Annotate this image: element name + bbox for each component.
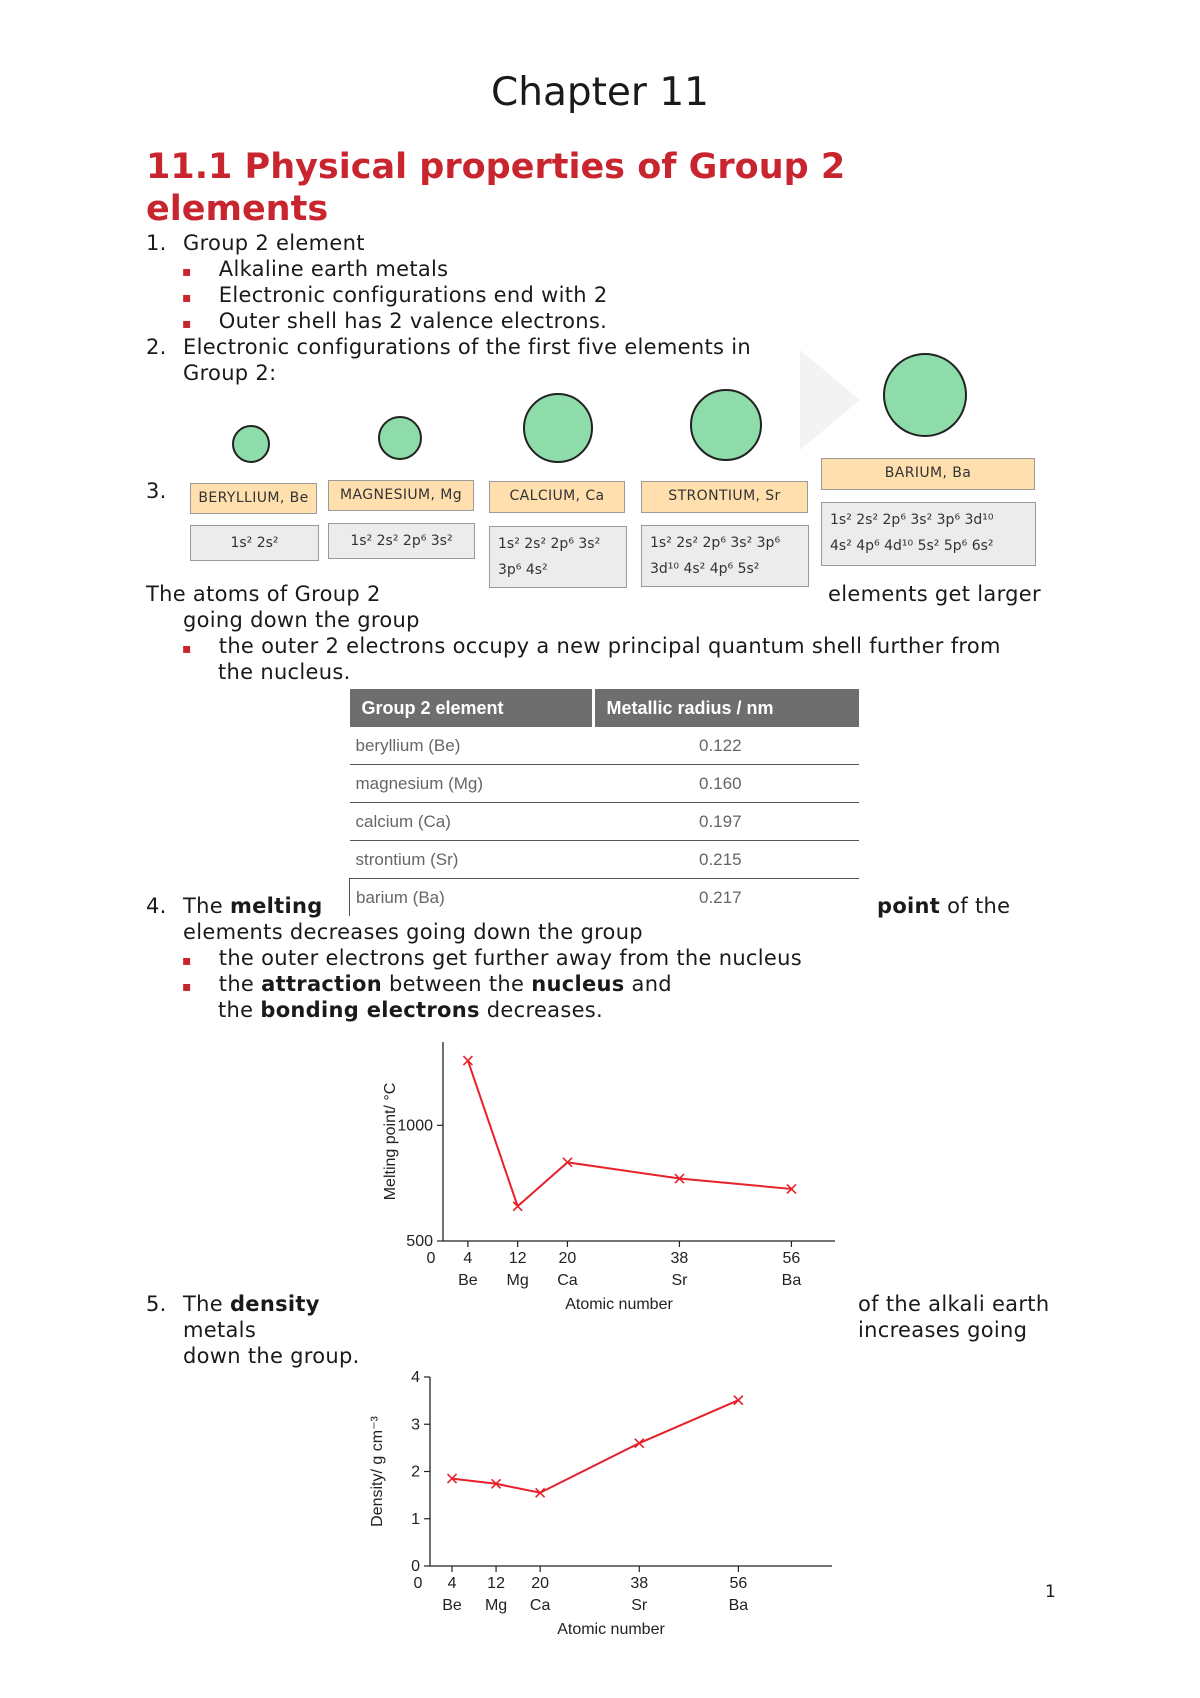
list-item-4 bbox=[146, 893, 323, 919]
table-cell: 0.197 bbox=[593, 803, 859, 841]
x-symbol-label: Ba bbox=[728, 1597, 749, 1614]
b2-l2-pre: the bbox=[218, 998, 254, 1022]
y-tick-label: 500 bbox=[406, 1233, 433, 1250]
table-cell: magnesium (Mg) bbox=[350, 765, 594, 803]
series-line bbox=[452, 1400, 738, 1493]
y-tick-label: 1 bbox=[411, 1510, 420, 1528]
y-tick-label: 2 bbox=[411, 1463, 420, 1481]
x-tick-label: 38 bbox=[630, 1575, 649, 1592]
chapter-title: Chapter 11 bbox=[491, 70, 709, 115]
table-cell: 0.215 bbox=[593, 841, 859, 879]
table-row bbox=[350, 765, 860, 803]
list-number: 5. bbox=[146, 1292, 167, 1316]
item5-line3: down the group. bbox=[183, 1344, 360, 1368]
atom-size-diagram bbox=[0, 0, 1200, 600]
element-name-ba: BARIUM, Ba bbox=[821, 458, 1035, 490]
x-axis-title: Atomic number bbox=[557, 1621, 665, 1638]
x-origin-label: 0 bbox=[426, 1250, 436, 1267]
x-origin-label: 0 bbox=[413, 1575, 423, 1592]
bullet-text: Outer shell has 2 valence electrons. bbox=[218, 309, 608, 333]
item4-post: of the bbox=[947, 894, 1011, 918]
y-tick-label: 4 bbox=[411, 1369, 420, 1386]
x-tick-label: 56 bbox=[782, 1250, 801, 1267]
item4-bold-point: point bbox=[877, 894, 941, 918]
b2-mid: between the bbox=[388, 972, 525, 996]
config-line: 4s² 4p⁶ 4d¹⁰ 5s² 5p⁶ 6s² bbox=[830, 538, 994, 554]
bullet-text-cont: the nucleus. bbox=[218, 660, 351, 684]
metallic-radius-table bbox=[349, 689, 859, 916]
table-row bbox=[350, 727, 860, 765]
atom-circle-sr bbox=[690, 389, 762, 461]
item5-pre-text: The bbox=[183, 1292, 223, 1316]
item3-text-left: The atoms of Group 2 bbox=[146, 582, 381, 606]
atom-circle-mg bbox=[378, 416, 422, 460]
x-symbol-label: Ca bbox=[529, 1597, 551, 1614]
y-tick-label: 1000 bbox=[397, 1117, 433, 1135]
bullet-text: Alkaline earth metals bbox=[218, 257, 449, 281]
config-box-ba bbox=[821, 502, 1036, 566]
x-tick-label: 20 bbox=[531, 1575, 550, 1592]
config-line: 1s² 2s² 2p⁶ 3s² 3p⁶ bbox=[650, 535, 781, 551]
b2-post: and bbox=[631, 972, 672, 996]
x-symbol-label: Sr bbox=[671, 1272, 688, 1289]
item5-right: of the alkali earth bbox=[858, 1292, 1050, 1316]
list-item-text: Group 2 element bbox=[183, 231, 365, 255]
x-tick-label: 20 bbox=[558, 1250, 577, 1267]
config-line: 1s² 2s² 2p⁶ 3s² bbox=[350, 533, 453, 549]
x-symbol-label: Ca bbox=[557, 1272, 578, 1289]
atom-circle-ca bbox=[523, 393, 593, 463]
atom-circle-be bbox=[232, 425, 270, 463]
table-cell: strontium (Sr) bbox=[350, 841, 594, 879]
table-row bbox=[350, 879, 860, 917]
x-tick-label: 4 bbox=[447, 1575, 457, 1592]
table-cell: beryllium (Be) bbox=[350, 727, 594, 765]
config-line: 1s² 2s² 2p⁶ 3s² 3p⁶ 3d¹⁰ bbox=[830, 512, 994, 528]
bullet-text: Electronic configurations end with 2 bbox=[218, 283, 608, 307]
list-item-5 bbox=[146, 1291, 320, 1317]
table-row bbox=[350, 803, 860, 841]
list-item-text-cont: Group 2: bbox=[183, 361, 277, 385]
table-cell: calcium (Ca) bbox=[350, 803, 594, 841]
element-name-ca: CALCIUM, Ca bbox=[489, 481, 625, 513]
item3-text-cont: going down the group bbox=[183, 608, 420, 632]
section-title-line2: elements bbox=[146, 189, 329, 229]
item5-bold-density: density bbox=[229, 1292, 320, 1316]
bullet-text: the outer electrons get further away from the nucleus bbox=[218, 946, 802, 970]
element-name-mg: MAGNESIUM, Mg bbox=[328, 480, 474, 511]
bullet-marker: ▪ bbox=[182, 953, 192, 969]
table-cell: barium (Ba) bbox=[350, 879, 594, 917]
bullet-marker: ▪ bbox=[182, 979, 192, 995]
item5-line2-left: metals bbox=[183, 1318, 257, 1342]
b2-l2-bold: bonding electrons bbox=[260, 998, 480, 1022]
b2-bold-nucleus: nucleus bbox=[531, 972, 625, 996]
item5-line2-right: increases going bbox=[858, 1318, 1028, 1342]
bullet-text: the outer 2 electrons occupy a new principal quantum shell further from bbox=[218, 634, 1001, 658]
y-axis-title: Density/ g cm⁻³ bbox=[369, 1416, 386, 1527]
element-name-be: BERYLLIUM, Be bbox=[190, 483, 317, 514]
config-box-be bbox=[190, 525, 319, 561]
bullet-text-cont bbox=[218, 997, 603, 1023]
bullet-text bbox=[219, 972, 672, 996]
data-point bbox=[513, 1202, 522, 1211]
table-cell: 0.217 bbox=[699, 887, 742, 907]
x-tick-label: 12 bbox=[508, 1250, 527, 1267]
bullet-item bbox=[182, 945, 802, 974]
list-number: 4. bbox=[146, 894, 167, 918]
data-point bbox=[734, 1396, 743, 1405]
x-tick-label: 12 bbox=[487, 1575, 505, 1592]
config-box-mg bbox=[328, 523, 475, 559]
item4-pre bbox=[183, 893, 323, 919]
bullet-item bbox=[182, 633, 1001, 662]
y-axis-title: Melting point/ °C bbox=[382, 1082, 399, 1201]
x-axis-title: Atomic number bbox=[565, 1296, 673, 1313]
atom-circle-ba bbox=[883, 353, 967, 437]
x-symbol-label: Ba bbox=[781, 1272, 802, 1289]
data-point bbox=[635, 1439, 644, 1448]
y-tick-label: 3 bbox=[411, 1416, 420, 1434]
item3-text-right: elements get larger bbox=[828, 582, 1041, 606]
x-symbol-label: Mg bbox=[506, 1272, 529, 1289]
item4-right bbox=[877, 893, 1010, 919]
x-symbol-label: Be bbox=[442, 1597, 462, 1614]
y-tick-label: 0 bbox=[411, 1558, 420, 1575]
density-chart bbox=[360, 1360, 840, 1650]
melting-point-chart bbox=[360, 1030, 840, 1313]
item4-pre-text: The bbox=[183, 894, 223, 918]
series-line bbox=[468, 1061, 792, 1207]
list-item-text: Electronic configurations of the first five elements in bbox=[183, 335, 751, 359]
page-number: 1 bbox=[1045, 1582, 1056, 1602]
item4-text-cont: elements decreases going down the group bbox=[183, 920, 643, 944]
b2-bold-attraction: attraction bbox=[261, 972, 382, 996]
config-box-sr bbox=[641, 525, 809, 587]
item4-bold-melting: melting bbox=[229, 894, 323, 918]
bullet-marker: ▪ bbox=[182, 264, 192, 280]
table-header-row bbox=[350, 689, 860, 727]
table-cell: 0.160 bbox=[593, 765, 859, 803]
bullet-marker: ▪ bbox=[182, 290, 192, 306]
table-header-cell: Group 2 element bbox=[350, 689, 594, 727]
b2-l2-post: decreases. bbox=[486, 998, 604, 1022]
x-symbol-label: Mg bbox=[484, 1597, 508, 1614]
config-box-ca bbox=[489, 526, 627, 588]
config-line: 3d¹⁰ 4s² 4p⁶ 5s² bbox=[650, 561, 760, 577]
table-header-cell: Metallic radius / nm bbox=[593, 689, 859, 727]
bullet-item bbox=[182, 971, 672, 1000]
list-number-3: 3. bbox=[146, 479, 167, 503]
list-number: 1. bbox=[146, 231, 167, 255]
x-tick-label: 38 bbox=[670, 1250, 689, 1267]
element-name-sr: STRONTIUM, Sr bbox=[641, 481, 808, 513]
section-title-line1: 11.1 Physical properties of Group 2 bbox=[146, 147, 846, 187]
config-line: 3p⁶ 4s² bbox=[498, 562, 548, 578]
x-tick-label: 4 bbox=[463, 1250, 473, 1267]
config-line: 1s² 2s² bbox=[230, 535, 279, 551]
x-symbol-label: Be bbox=[458, 1272, 478, 1289]
table-cell: 0.122 bbox=[593, 727, 859, 765]
x-tick-label: 56 bbox=[729, 1575, 748, 1592]
background-arrow bbox=[800, 350, 860, 450]
b2-pre: the bbox=[218, 972, 255, 996]
bullet-marker: ▪ bbox=[182, 641, 192, 657]
bullet-marker: ▪ bbox=[182, 316, 192, 332]
item5-pre bbox=[183, 1291, 320, 1317]
data-point bbox=[463, 1056, 472, 1065]
list-number: 2. bbox=[146, 335, 167, 359]
config-line: 1s² 2s² 2p⁶ 3s² bbox=[498, 536, 601, 552]
x-symbol-label: Sr bbox=[631, 1597, 648, 1614]
table-row bbox=[350, 841, 860, 879]
